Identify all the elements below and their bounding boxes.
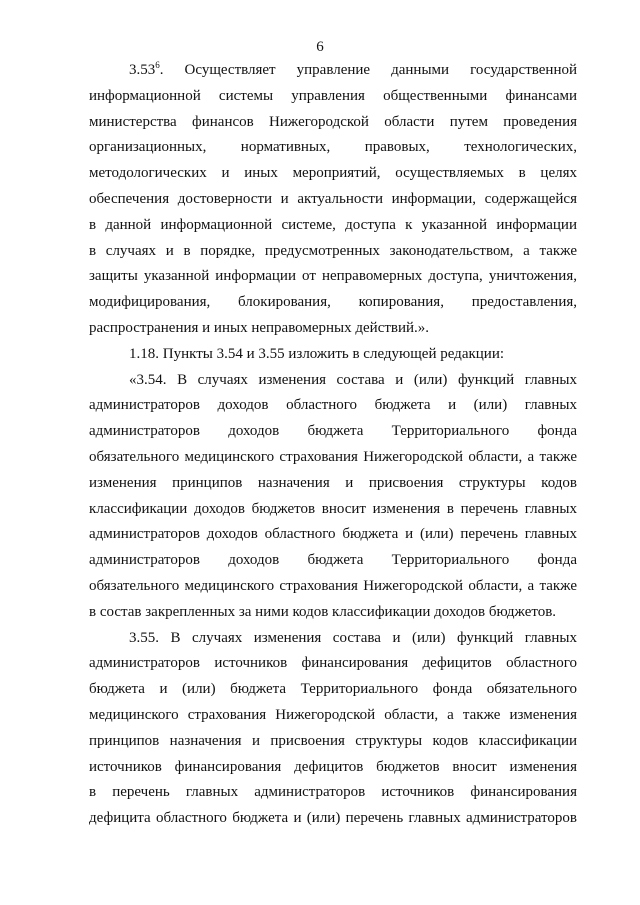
paragraph-line: администраторов доходов областного бюджета и (или) перечень главных: [89, 526, 577, 543]
paragraph-line: в перечень главных администраторов источников финансирования: [89, 784, 577, 801]
paragraph-line: бюджета и (или) бюджета Территориального фонда обязательного: [89, 681, 577, 698]
paragraph-line: дефицита областного бюджета и (или) перечень главных администраторов: [89, 810, 577, 827]
paragraph-line: в данной информационной системе, доступа к указанной информации: [89, 216, 577, 233]
paragraph-line: модифицирования, блокирования, копирования, предоставления,: [89, 294, 577, 311]
paragraph-line: информационной системы управления общественными финансами: [89, 87, 577, 104]
paragraph-1-18-line: 1.18. Пункты 3.54 и 3.55 изложить в следующей редакции:: [129, 345, 505, 362]
document-body: [89, 58, 577, 832]
paragraph-line: принципов назначения и присвоения структуры кодов классификации: [89, 732, 577, 749]
paragraph-line: распространения и иных неправомерных действий.».: [89, 319, 430, 336]
clause-text: . Осуществляет управление данными государственной: [159, 62, 577, 78]
paragraph-line: обязательного медицинского страхования Нижегородской области, а также: [89, 448, 577, 465]
paragraph-line: в состав закрепленных за ними кодов классификации доходов бюджетов.: [89, 603, 557, 620]
page-number: 6: [316, 39, 324, 55]
clause-number: 3.53: [129, 62, 156, 78]
paragraph-line: министерства финансов Нижегородской области путем проведения: [89, 113, 577, 130]
paragraph-line: администраторов доходов бюджета Территориального фонда: [89, 552, 577, 569]
paragraph-3-53-line: [89, 58, 577, 84]
paragraph-3-55-line: 3.55. В случаях изменения состава и (или) функций главных: [129, 629, 577, 646]
paragraph-line: методологических и иных мероприятий, осуществляемых в целях: [89, 165, 577, 182]
clause-superscript: 6: [155, 60, 160, 70]
paragraph-line: защиты указанной информации от неправомерных доступа, уничтожения,: [89, 268, 577, 285]
paragraph-line: организационных, нормативных, правовых, технологических,: [89, 139, 577, 156]
paragraph-line: администраторов доходов бюджета Территориального фонда: [89, 423, 577, 440]
paragraph-line: в случаях и в порядке, предусмотренных законодательством, а также: [89, 242, 577, 259]
paragraph-line: классификации доходов бюджетов вносит изменения в перечень главных: [89, 500, 577, 517]
paragraph-line: обеспечения достоверности и актуальности информации, содержащейся: [89, 190, 577, 207]
paragraph-line: изменения принципов назначения и присвоения структуры кодов: [89, 474, 577, 491]
paragraph-line: медицинского страхования Нижегородской области, а также изменения: [89, 706, 577, 723]
paragraph-line: администраторов источников финансирования дефицитов областного: [89, 655, 577, 672]
paragraph-line: администраторов доходов областного бюджета и (или) главных: [89, 397, 577, 414]
paragraph-line: источников финансирования дефицитов бюджетов вносит изменения: [89, 758, 577, 775]
paragraph-3-54-line: «3.54. В случаях изменения состава и (или) функций главных: [129, 371, 577, 388]
paragraph-line: обязательного медицинского страхования Нижегородской области, а также: [89, 577, 577, 594]
